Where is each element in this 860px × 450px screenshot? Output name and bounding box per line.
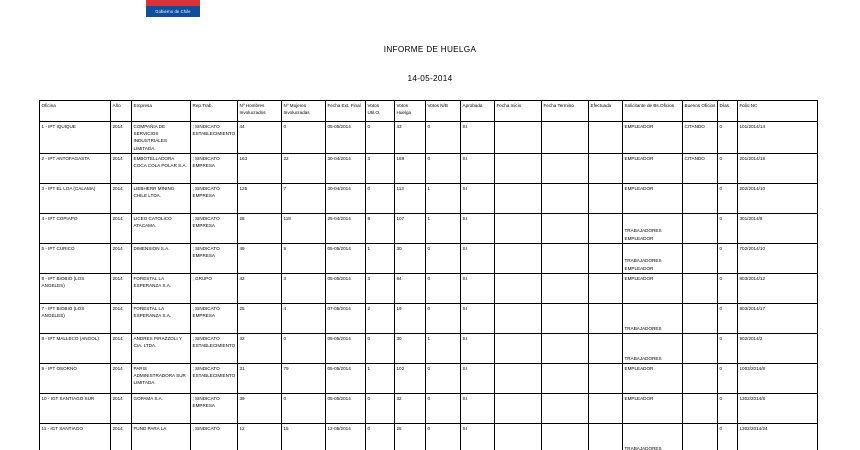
table-cell: 0: [718, 213, 738, 243]
table-cell: 22: [282, 153, 326, 183]
table-cell: SI: [461, 363, 495, 393]
table-cell: [589, 213, 623, 243]
table-cell: [495, 393, 542, 423]
table-cell: 8: [366, 213, 395, 243]
table-row: [40, 423, 818, 450]
column-header: Nº Mujeres Involucradas: [282, 101, 326, 122]
table-cell: 4 - IPT COPIAPO: [40, 213, 111, 243]
table-cell: 8 - IPT MALLECO (ANGOL): [40, 333, 111, 363]
table-cell: 1003/2014/8: [738, 363, 818, 393]
table-cell: 2: [366, 303, 395, 333]
table-cell: [683, 243, 718, 273]
table-cell: 25: [395, 423, 426, 450]
report-date: 14-05-2014: [407, 74, 453, 83]
table-cell: 1302/2014/8: [738, 393, 818, 423]
table-cell: 3: [282, 273, 326, 303]
table-cell: SI: [461, 393, 495, 423]
column-header: Votos Util.O.: [366, 101, 395, 122]
table-cell: SI: [461, 333, 495, 363]
table-cell: [542, 333, 589, 363]
table-cell: 0: [718, 393, 738, 423]
table-cell: 0: [426, 363, 461, 393]
table-cell: [495, 333, 542, 363]
column-header: Empresa: [132, 101, 191, 122]
table-cell: EMPLEADOR: [623, 273, 683, 303]
table-cell: ; SINDICATO EMPRESA: [191, 183, 238, 213]
table-cell: ; SINDICATO EMPRESA: [191, 243, 238, 273]
table-cell: 11 - IGT SANTIAGO: [40, 423, 111, 450]
table-cell: 1: [426, 183, 461, 213]
table-cell: SI: [461, 423, 495, 450]
table-cell: 0: [426, 423, 461, 450]
column-header: Aprobada: [461, 101, 495, 122]
table-cell: 30: [395, 243, 426, 273]
table-cell: 202/2014/10: [738, 183, 818, 213]
table-cell: 2 - IPT ANTOFAGASTA: [40, 153, 111, 183]
table-cell: [542, 423, 589, 450]
table-cell: TRABAJADORES: [623, 423, 683, 450]
table-cell: [542, 153, 589, 183]
table-cell: SI: [461, 122, 495, 154]
table-cell: 2014: [111, 333, 132, 363]
table-cell: ; SINDICATO EMPRESA: [191, 303, 238, 333]
table-cell: FUND PARA LA: [132, 423, 191, 450]
table-cell: 163: [238, 153, 282, 183]
table-cell: ; SINDICATO: [191, 423, 238, 450]
table-cell: 0: [718, 303, 738, 333]
table-cell: [589, 243, 623, 273]
table-cell: GOPAMA S.A.: [132, 393, 191, 423]
table-cell: 2014: [111, 183, 132, 213]
table-cell: [683, 423, 718, 450]
table-cell: 9 - IPT OSORNO: [40, 363, 111, 393]
table-cell: [495, 423, 542, 450]
table-cell: [589, 273, 623, 303]
table-cell: [589, 183, 623, 213]
table-cell: 803/2014/12: [738, 273, 818, 303]
table-cell: 0: [718, 153, 738, 183]
table-cell: 0: [718, 122, 738, 154]
table-cell: 15: [282, 423, 326, 450]
table-cell: 0: [366, 333, 395, 363]
table-cell: [495, 122, 542, 154]
table-cell: [683, 303, 718, 333]
table-cell: [542, 122, 589, 154]
table-cell: [495, 183, 542, 213]
table-cell: 902/2014/2: [738, 333, 818, 363]
table-cell: 05-05/2014: [326, 333, 366, 363]
table-cell: 102: [395, 363, 426, 393]
table-cell: 32: [395, 393, 426, 423]
column-header: Solicitante de Bs.Oficios: [623, 101, 683, 122]
column-header: Oficina: [40, 101, 111, 122]
table-cell: PARIS ADMINISTRADORA SUR LIMITADA.: [132, 363, 191, 393]
table-cell: [542, 213, 589, 243]
table-cell: 10 - IGT SANTIAGO SUR: [40, 393, 111, 423]
table-row: [40, 243, 818, 273]
table-cell: 5 - IPT CURICO: [40, 243, 111, 273]
table-row: [40, 122, 818, 154]
table-cell: 0: [282, 333, 326, 363]
table-cell: 2014: [111, 213, 132, 243]
table-cell: EMPLEADOR: [623, 183, 683, 213]
table-cell: [683, 393, 718, 423]
table-cell: COMPAÑIA DE SERVICIOS INDUSTRIALES LIMITADA.: [132, 122, 191, 154]
table-cell: 0: [426, 303, 461, 333]
table-cell: 0: [426, 393, 461, 423]
table-cell: 05-05/2014: [326, 122, 366, 154]
table-cell: TRABAJADORES: [623, 333, 683, 363]
table-cell: 113: [395, 183, 426, 213]
table-cell: EMPLEADOR: [623, 393, 683, 423]
table-cell: 2014: [111, 243, 132, 273]
table-cell: 2014: [111, 122, 132, 154]
column-header: Año: [111, 101, 132, 122]
report-title: INFORME DE HUELGA: [383, 45, 477, 54]
table-cell: 702/2014/10: [738, 243, 818, 273]
table-cell: 301/2014/8: [738, 213, 818, 243]
table-cell: 30-04/2014: [326, 153, 366, 183]
table-cell: 1: [366, 243, 395, 273]
table-cell: 7: [282, 183, 326, 213]
table-cell: LIEBHERR MINING CHILE LTDA.: [132, 183, 191, 213]
table-cell: DIMENSION S.A.: [132, 243, 191, 273]
table-cell: 0: [426, 122, 461, 154]
table-cell: [589, 363, 623, 393]
table-cell: 30-04/2014: [326, 183, 366, 213]
table-row: [40, 363, 818, 393]
table-cell: [683, 183, 718, 213]
table-row: [40, 333, 818, 363]
table-cell: [683, 363, 718, 393]
table-cell: [495, 153, 542, 183]
column-header: Folio NC: [738, 101, 818, 122]
table-header-row: [40, 101, 818, 122]
table-cell: 4: [282, 303, 326, 333]
table-cell: ; SINDICATO ESTABLECIMIENTO: [191, 333, 238, 363]
table-cell: [542, 393, 589, 423]
table-cell: 1302/2014/24: [738, 423, 818, 450]
table-cell: 3: [366, 273, 395, 303]
government-logo: [146, 0, 200, 17]
table-cell: 0: [718, 243, 738, 273]
table-cell: ; SINDICATO EMPRESA: [191, 213, 238, 243]
logo-text: Gobierno de Chile: [146, 6, 200, 17]
table-cell: EMPLEADOR: [623, 153, 683, 183]
table-cell: 39: [238, 393, 282, 423]
table-cell: [589, 423, 623, 450]
table-cell: 42: [238, 273, 282, 303]
table-cell: FORESTAL LA ESPERANZA S.A.: [132, 303, 191, 333]
table-cell: 2014: [111, 423, 132, 450]
table-cell: ; GRUPO: [191, 273, 238, 303]
table-cell: 107: [395, 213, 426, 243]
table-cell: EMBOTELLADORA COCA COLA POLAR S.A.: [132, 153, 191, 183]
column-header: Fecha Ext. Final: [326, 101, 366, 122]
column-header: Fecha Termino: [542, 101, 589, 122]
table-cell: ; SINDICATO ESTABLECIMIENTO: [191, 363, 238, 393]
table-cell: 05-05/2014: [326, 243, 366, 273]
table-cell: 0: [718, 333, 738, 363]
column-header: Votos Huelga: [395, 101, 426, 122]
table-cell: [589, 122, 623, 154]
table-cell: ; SINDICATO EMPRESA: [191, 153, 238, 183]
table-cell: [683, 273, 718, 303]
table-cell: [495, 273, 542, 303]
table-cell: [683, 213, 718, 243]
table-cell: SI: [461, 183, 495, 213]
table-cell: SI: [461, 213, 495, 243]
table-cell: 07-05/2014: [326, 303, 366, 333]
table-cell: 19: [395, 303, 426, 333]
table-cell: 0: [426, 273, 461, 303]
table-cell: 1: [426, 213, 461, 243]
table-cell: 25-04/2014: [326, 213, 366, 243]
table-cell: 2014: [111, 303, 132, 333]
table-cell: [589, 303, 623, 333]
table-cell: TRABAJADORES EMPLEADOR: [623, 243, 683, 273]
column-header: Buenos Oficios: [683, 101, 718, 122]
table-cell: [589, 393, 623, 423]
table-cell: [495, 363, 542, 393]
table-cell: 169: [395, 153, 426, 183]
column-header: Votos N/B: [426, 101, 461, 122]
strike-report-table: [39, 100, 818, 450]
table-cell: 79: [282, 363, 326, 393]
table-cell: ; SINDICATO EMPRESA: [191, 393, 238, 423]
table-cell: 05-05/2014: [326, 393, 366, 423]
table-cell: SI: [461, 243, 495, 273]
table-cell: [683, 333, 718, 363]
table-cell: LICEO CATOLICO ATACAMA.: [132, 213, 191, 243]
table-cell: EMPLEADOR: [623, 363, 683, 393]
column-header: Fecha Inicio: [495, 101, 542, 122]
table-cell: CITANDO: [683, 153, 718, 183]
table-cell: [589, 333, 623, 363]
table-cell: 0: [426, 153, 461, 183]
table-cell: 8 - IPT BIOBIO (LOS ANGELES): [40, 273, 111, 303]
table-cell: CITANDO: [683, 122, 718, 154]
table-row: [40, 153, 818, 183]
table-cell: 0: [718, 183, 738, 213]
table-cell: 1: [366, 363, 395, 393]
table-cell: [589, 153, 623, 183]
table-row: [40, 273, 818, 303]
table-cell: [495, 243, 542, 273]
column-header: Nº Hombres Involucrados: [238, 101, 282, 122]
table-cell: 30: [395, 333, 426, 363]
table-cell: 49: [238, 243, 282, 273]
table-cell: 84: [395, 273, 426, 303]
table-cell: [542, 243, 589, 273]
table-row: [40, 213, 818, 243]
table-cell: 2014: [111, 273, 132, 303]
table-row: [40, 303, 818, 333]
table-cell: 2014: [111, 363, 132, 393]
table-cell: ; SINDICATO ESTABLECIMIENTO: [191, 122, 238, 154]
table-cell: 0: [718, 273, 738, 303]
table-cell: 125: [238, 183, 282, 213]
table-row: [40, 183, 818, 213]
table-cell: 101/2014/14: [738, 122, 818, 154]
table-body: [40, 122, 818, 450]
table-cell: 05-05/2014: [326, 273, 366, 303]
table-cell: [495, 213, 542, 243]
table-cell: 0: [366, 393, 395, 423]
table-cell: 9: [282, 243, 326, 273]
table-cell: 201/2014/18: [738, 153, 818, 183]
table-cell: TRABAJADORES: [623, 303, 683, 333]
table-cell: FORESTAL LA ESPERANZA S.A.: [132, 273, 191, 303]
table-cell: SI: [461, 153, 495, 183]
table-cell: 2014: [111, 153, 132, 183]
table-cell: ANDRES PIRAZZOLI Y CIA. LTDA.: [132, 333, 191, 363]
table-row: [40, 393, 818, 423]
table-cell: 118: [282, 213, 326, 243]
table-cell: 3: [366, 153, 395, 183]
table-cell: 0: [366, 183, 395, 213]
table-cell: 05-05/2014: [326, 363, 366, 393]
table-cell: 32: [238, 333, 282, 363]
table-cell: 12-05/2014: [326, 423, 366, 450]
table-cell: 43: [395, 122, 426, 154]
column-header: Efectuada: [589, 101, 623, 122]
table-cell: 0: [366, 122, 395, 154]
table-cell: [542, 183, 589, 213]
table-cell: 0: [718, 423, 738, 450]
table-cell: 12: [238, 423, 282, 450]
column-header: Días: [718, 101, 738, 122]
table-cell: 3 - IPT EL LOA (CALAMA): [40, 183, 111, 213]
table-cell: 0: [282, 393, 326, 423]
table-cell: 0: [282, 122, 326, 154]
table-cell: 803/2014/17: [738, 303, 818, 333]
table-cell: 2014: [111, 393, 132, 423]
table-cell: 44: [238, 122, 282, 154]
table-cell: 1: [426, 333, 461, 363]
table-cell: EMPLEADOR: [623, 122, 683, 154]
table-cell: SI: [461, 303, 495, 333]
table-cell: 25: [238, 303, 282, 333]
table-cell: SI: [461, 273, 495, 303]
table-cell: 0: [366, 423, 395, 450]
table-cell: 0: [426, 243, 461, 273]
table-cell: [495, 303, 542, 333]
table-cell: TRABAJADORES EMPLEADOR: [623, 213, 683, 243]
table-cell: 31: [238, 363, 282, 393]
table-cell: [542, 303, 589, 333]
table-cell: 0: [718, 363, 738, 393]
table-cell: 1 - IPT IQUIQUE: [40, 122, 111, 154]
table-cell: 28: [238, 213, 282, 243]
table-cell: [542, 273, 589, 303]
table-cell: 7 - IPT BIOBIO (LOS ANGELES): [40, 303, 111, 333]
column-header: Rep.Trab.: [191, 101, 238, 122]
table-cell: [542, 363, 589, 393]
